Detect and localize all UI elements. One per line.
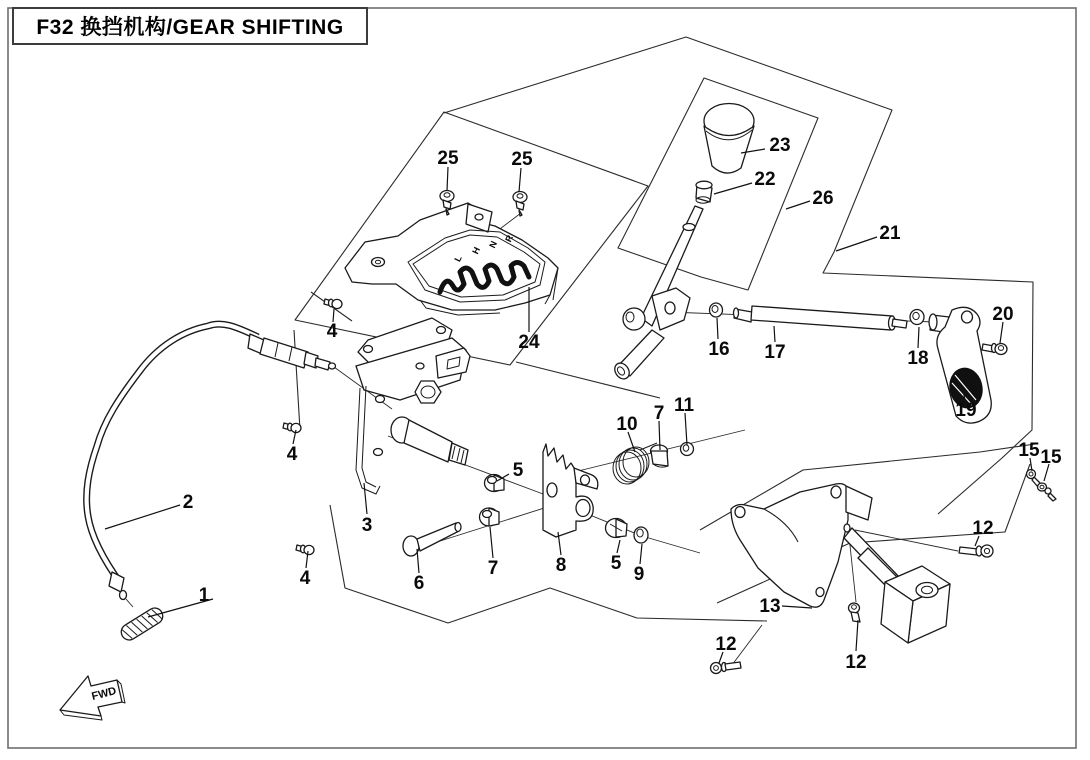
screw-15 bbox=[1038, 483, 1057, 501]
gate-letter: H bbox=[470, 245, 482, 256]
callout-leader-13 bbox=[782, 606, 812, 608]
callout-19: 19 bbox=[955, 400, 977, 421]
callout-12: 12 bbox=[715, 634, 737, 655]
bolt-12 bbox=[849, 603, 861, 622]
callout-18: 18 bbox=[907, 348, 929, 369]
bolt-6 bbox=[403, 523, 461, 557]
gate-plate bbox=[345, 203, 558, 315]
callout-24: 24 bbox=[518, 332, 540, 353]
gate-letter: N bbox=[487, 239, 499, 250]
callout-2: 2 bbox=[182, 492, 194, 513]
rod-17 bbox=[751, 306, 893, 330]
callout-16: 16 bbox=[708, 339, 730, 360]
fwd-label: FWD bbox=[90, 685, 118, 703]
shift-lever bbox=[612, 104, 754, 382]
callout-leader-2 bbox=[105, 505, 180, 529]
bolt-12 bbox=[959, 545, 993, 557]
callout-12: 12 bbox=[972, 518, 994, 539]
bolt-4 bbox=[283, 423, 301, 433]
callout-11: 11 bbox=[673, 395, 695, 416]
bolt-12 bbox=[711, 662, 742, 674]
nut-18 bbox=[910, 310, 924, 325]
callout-3: 3 bbox=[361, 515, 373, 536]
callout-23: 23 bbox=[769, 135, 791, 156]
callout-26: 26 bbox=[812, 188, 834, 209]
shift-cable bbox=[87, 324, 336, 643]
callout-1: 1 bbox=[198, 585, 210, 606]
callout-leader-26 bbox=[786, 201, 810, 209]
callout-20: 20 bbox=[992, 304, 1014, 325]
fwd-arrow bbox=[60, 676, 125, 720]
callout-leader-9 bbox=[640, 544, 642, 564]
callout-leader-25 bbox=[447, 167, 448, 191]
cable-end-fitting bbox=[109, 572, 124, 592]
title-block bbox=[12, 7, 368, 45]
plate-8 bbox=[543, 444, 598, 537]
callout-4: 4 bbox=[326, 321, 338, 342]
bushing-5-upper bbox=[485, 475, 505, 492]
callout-9: 9 bbox=[633, 564, 645, 585]
cable-spring bbox=[118, 605, 165, 643]
callout-leader-11 bbox=[685, 413, 687, 445]
callout-leader-16 bbox=[717, 318, 718, 339]
callout-leader-3 bbox=[364, 483, 367, 514]
bracket-13 bbox=[731, 484, 950, 643]
callout-25: 25 bbox=[437, 148, 459, 169]
callout-leader-22 bbox=[714, 183, 752, 194]
callout-15: 15 bbox=[1018, 440, 1040, 461]
callout-17: 17 bbox=[764, 342, 786, 363]
washer-9 bbox=[634, 527, 648, 543]
screw-15-group bbox=[1027, 470, 1057, 502]
callout-7: 7 bbox=[487, 558, 499, 579]
callout-leader-6 bbox=[417, 549, 419, 573]
callout-13: 13 bbox=[759, 596, 781, 617]
callout-12: 12 bbox=[845, 652, 867, 673]
callout-leader-21 bbox=[836, 237, 877, 251]
gate-letter: L bbox=[452, 253, 464, 264]
bolt-4 bbox=[324, 299, 342, 309]
cable-adjuster-barrel bbox=[260, 338, 308, 368]
callout-leader-17 bbox=[774, 326, 775, 342]
callout-4: 4 bbox=[299, 568, 311, 589]
callout-leader-7 bbox=[490, 527, 493, 558]
bolt-4 bbox=[296, 545, 314, 555]
callout-15: 15 bbox=[1040, 447, 1062, 468]
callout-leader-18 bbox=[918, 327, 919, 348]
bushing-5-lower bbox=[606, 519, 628, 538]
callout-leader-20 bbox=[1000, 322, 1003, 343]
callout-5: 5 bbox=[512, 460, 524, 481]
callout-leader-12 bbox=[856, 620, 858, 651]
bolt-20 bbox=[982, 344, 1007, 355]
gate-letter: R bbox=[503, 233, 515, 244]
bushing-7-lower bbox=[480, 508, 500, 526]
bushing-7-upper bbox=[651, 445, 669, 467]
callout-6: 6 bbox=[413, 573, 425, 594]
callout-leader-25 bbox=[519, 168, 521, 192]
bracket-3 bbox=[356, 318, 470, 494]
callout-22: 22 bbox=[754, 169, 776, 190]
callout-25: 25 bbox=[511, 149, 533, 170]
screw-25 bbox=[513, 192, 527, 217]
callout-21: 21 bbox=[879, 223, 901, 244]
callout-5: 5 bbox=[610, 553, 622, 574]
page-title: F32 换挡机构/GEAR SHIFTING bbox=[36, 16, 344, 39]
callout-leader-5 bbox=[617, 540, 620, 553]
callout-4: 4 bbox=[286, 444, 298, 465]
callout-10: 10 bbox=[616, 414, 638, 435]
callout-8: 8 bbox=[555, 555, 567, 576]
callout-7: 7 bbox=[653, 403, 665, 424]
